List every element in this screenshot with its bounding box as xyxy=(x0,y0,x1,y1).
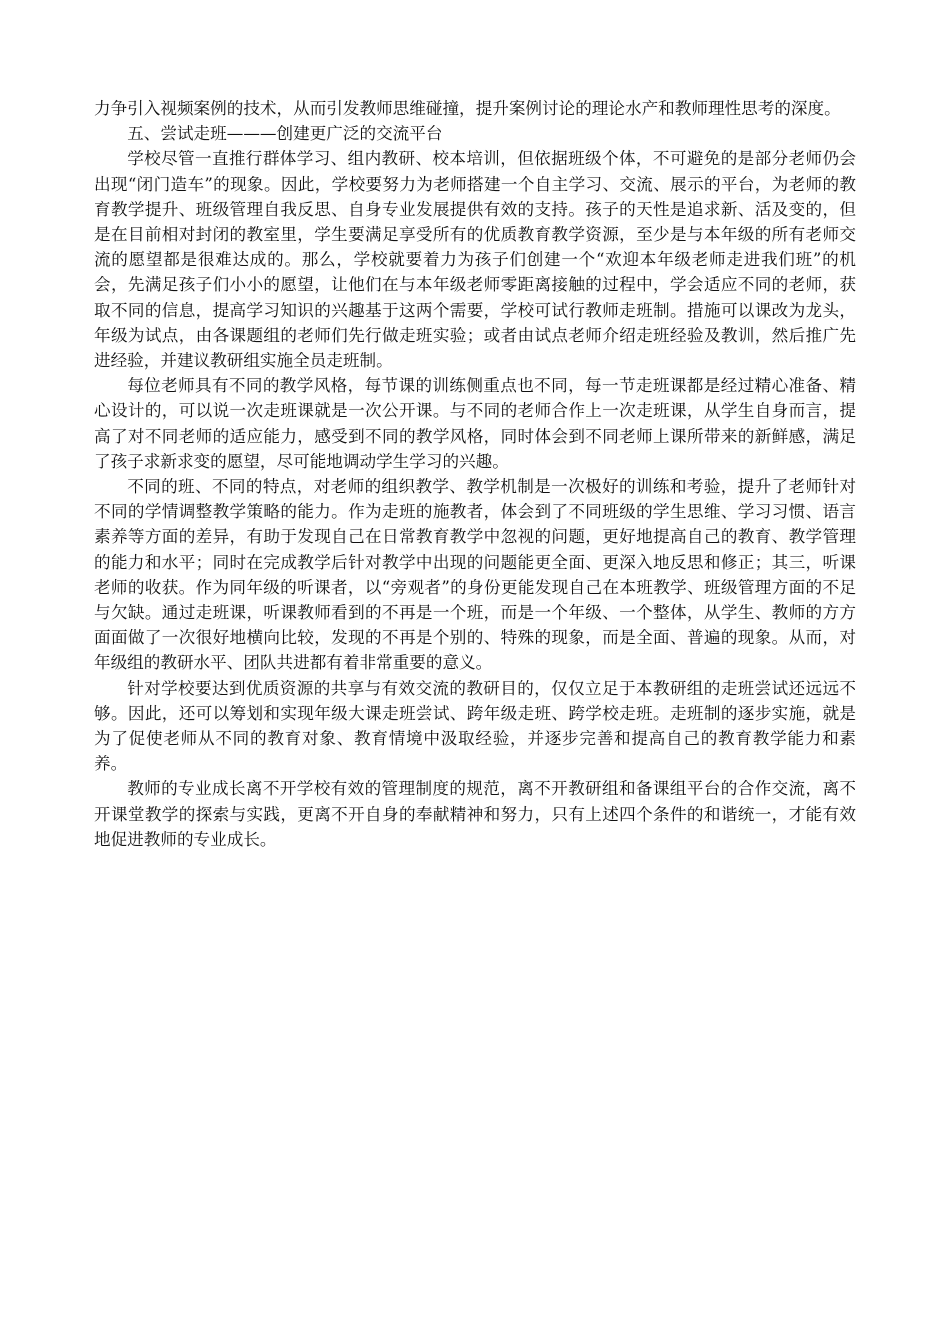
body-paragraph: 不同的班、不同的特点，对老师的组织教学、教学机制是一次极好的训练和考验，提升了老师针对不同的学情调整教学策略的能力。作为走班的施教者，体会到了不同班级的学生思维、学习习惯、语言素养等方面的差异，有助于发现自己在日常教育教学中忽视的问题，更好地提高自己的教育、教学管理的能力和水平；同时在完成教学后针对教学中出现的问题能更全面、更深入地反思和修正；其三，听课老师的收获。作为同年级的听课者，以“旁观者”的身份更能发现自己在本班教学、班级管理方面的不足与欠缺。通过走班课，听课教师看到的不再是一个班，而是一个年级、一个整体，从学生、教师的方方面面做了一次很好地横向比较，发现的不再是个别的、特殊的现象，而是全面、普遍的现象。从而，对年级组的教研水平、团队共进都有着非常重要的意义。 xyxy=(94,477,856,673)
closing-paragraph: 教师的专业成长离不开学校有效的管理制度的规范，离不开教研组和备课组平台的合作交流，离不开课堂教学的探索与实践，更离不开自身的奉献精神和努力，只有上述四个条件的和谐统一，才能有效地促进教师的专业成长。 xyxy=(94,779,856,849)
body-paragraph: 学校尽管一直推行群体学习、组内教研、校本培训，但依据班级个体，不可避免的是部分老师仍会出现“闭门造车”的现象。因此，学校要努力为老师搭建一个自主学习、交流、展示的平台，为老师的教育教学提升、班级管理自我反思、自身专业发展提供有效的支持。孩子的天性是追求新、活及变的，但是在目前相对封闭的教室里，学生要满足享受所有的优质教育教学资源，至少是与本年级的所有老师交流的愿望都是很难达成的。那么，学校就要着力为孩子们创建一个“欢迎本年级老师走进我们班”的机会，先满足孩子们小小的愿望，让他们在与本年级老师零距离接触的过程中，学会适应不同的老师，获取不同的信息，提高学习知识的兴趣基于这两个需要，学校可试行教师走班制。措施可以课改为龙头，年级为试点，由各课题组的老师们先行做走班实验；或者由试点老师介绍走班经验及教训，然后推广先进经验，并建议教研组实施全员走班制。 xyxy=(94,149,856,371)
section-heading: 五、尝试走班———创建更广泛的交流平台 xyxy=(127,124,443,144)
document-body xyxy=(94,96,856,852)
body-paragraph: 针对学校要达到优质资源的共享与有效交流的教研目的，仅仅立足于本教研组的走班尝试还远远不够。因此，还可以筹划和实现年级大课走班尝试、跨年级走班、跨学校走班。走班制的逐步实施，就是为了促使老师从不同的教育对象、教育情境中汲取经验，并逐步完善和提高自己的教育教学能力和素养。 xyxy=(94,678,856,774)
continuation-paragraph: 力争引入视频案例的技术，从而引发教师思维碰撞，提升案例讨论的理论水产和教师理性思考的深度。 xyxy=(94,99,841,118)
body-paragraph: 每位老师具有不同的教学风格，每节课的训练侧重点也不同，每一节走班课都是经过精心准备、精心设计的，可以说一次走班课就是一次公开课。与不同的老师合作上一次走班课，从学生自身而言，提高了对不同老师的适应能力，感受到不同的教学风格，同时体会到不同老师上课所带来的新鲜感，满足了孩子求新求变的愿望，尽可能地调动学生学习的兴趣。 xyxy=(94,376,856,471)
